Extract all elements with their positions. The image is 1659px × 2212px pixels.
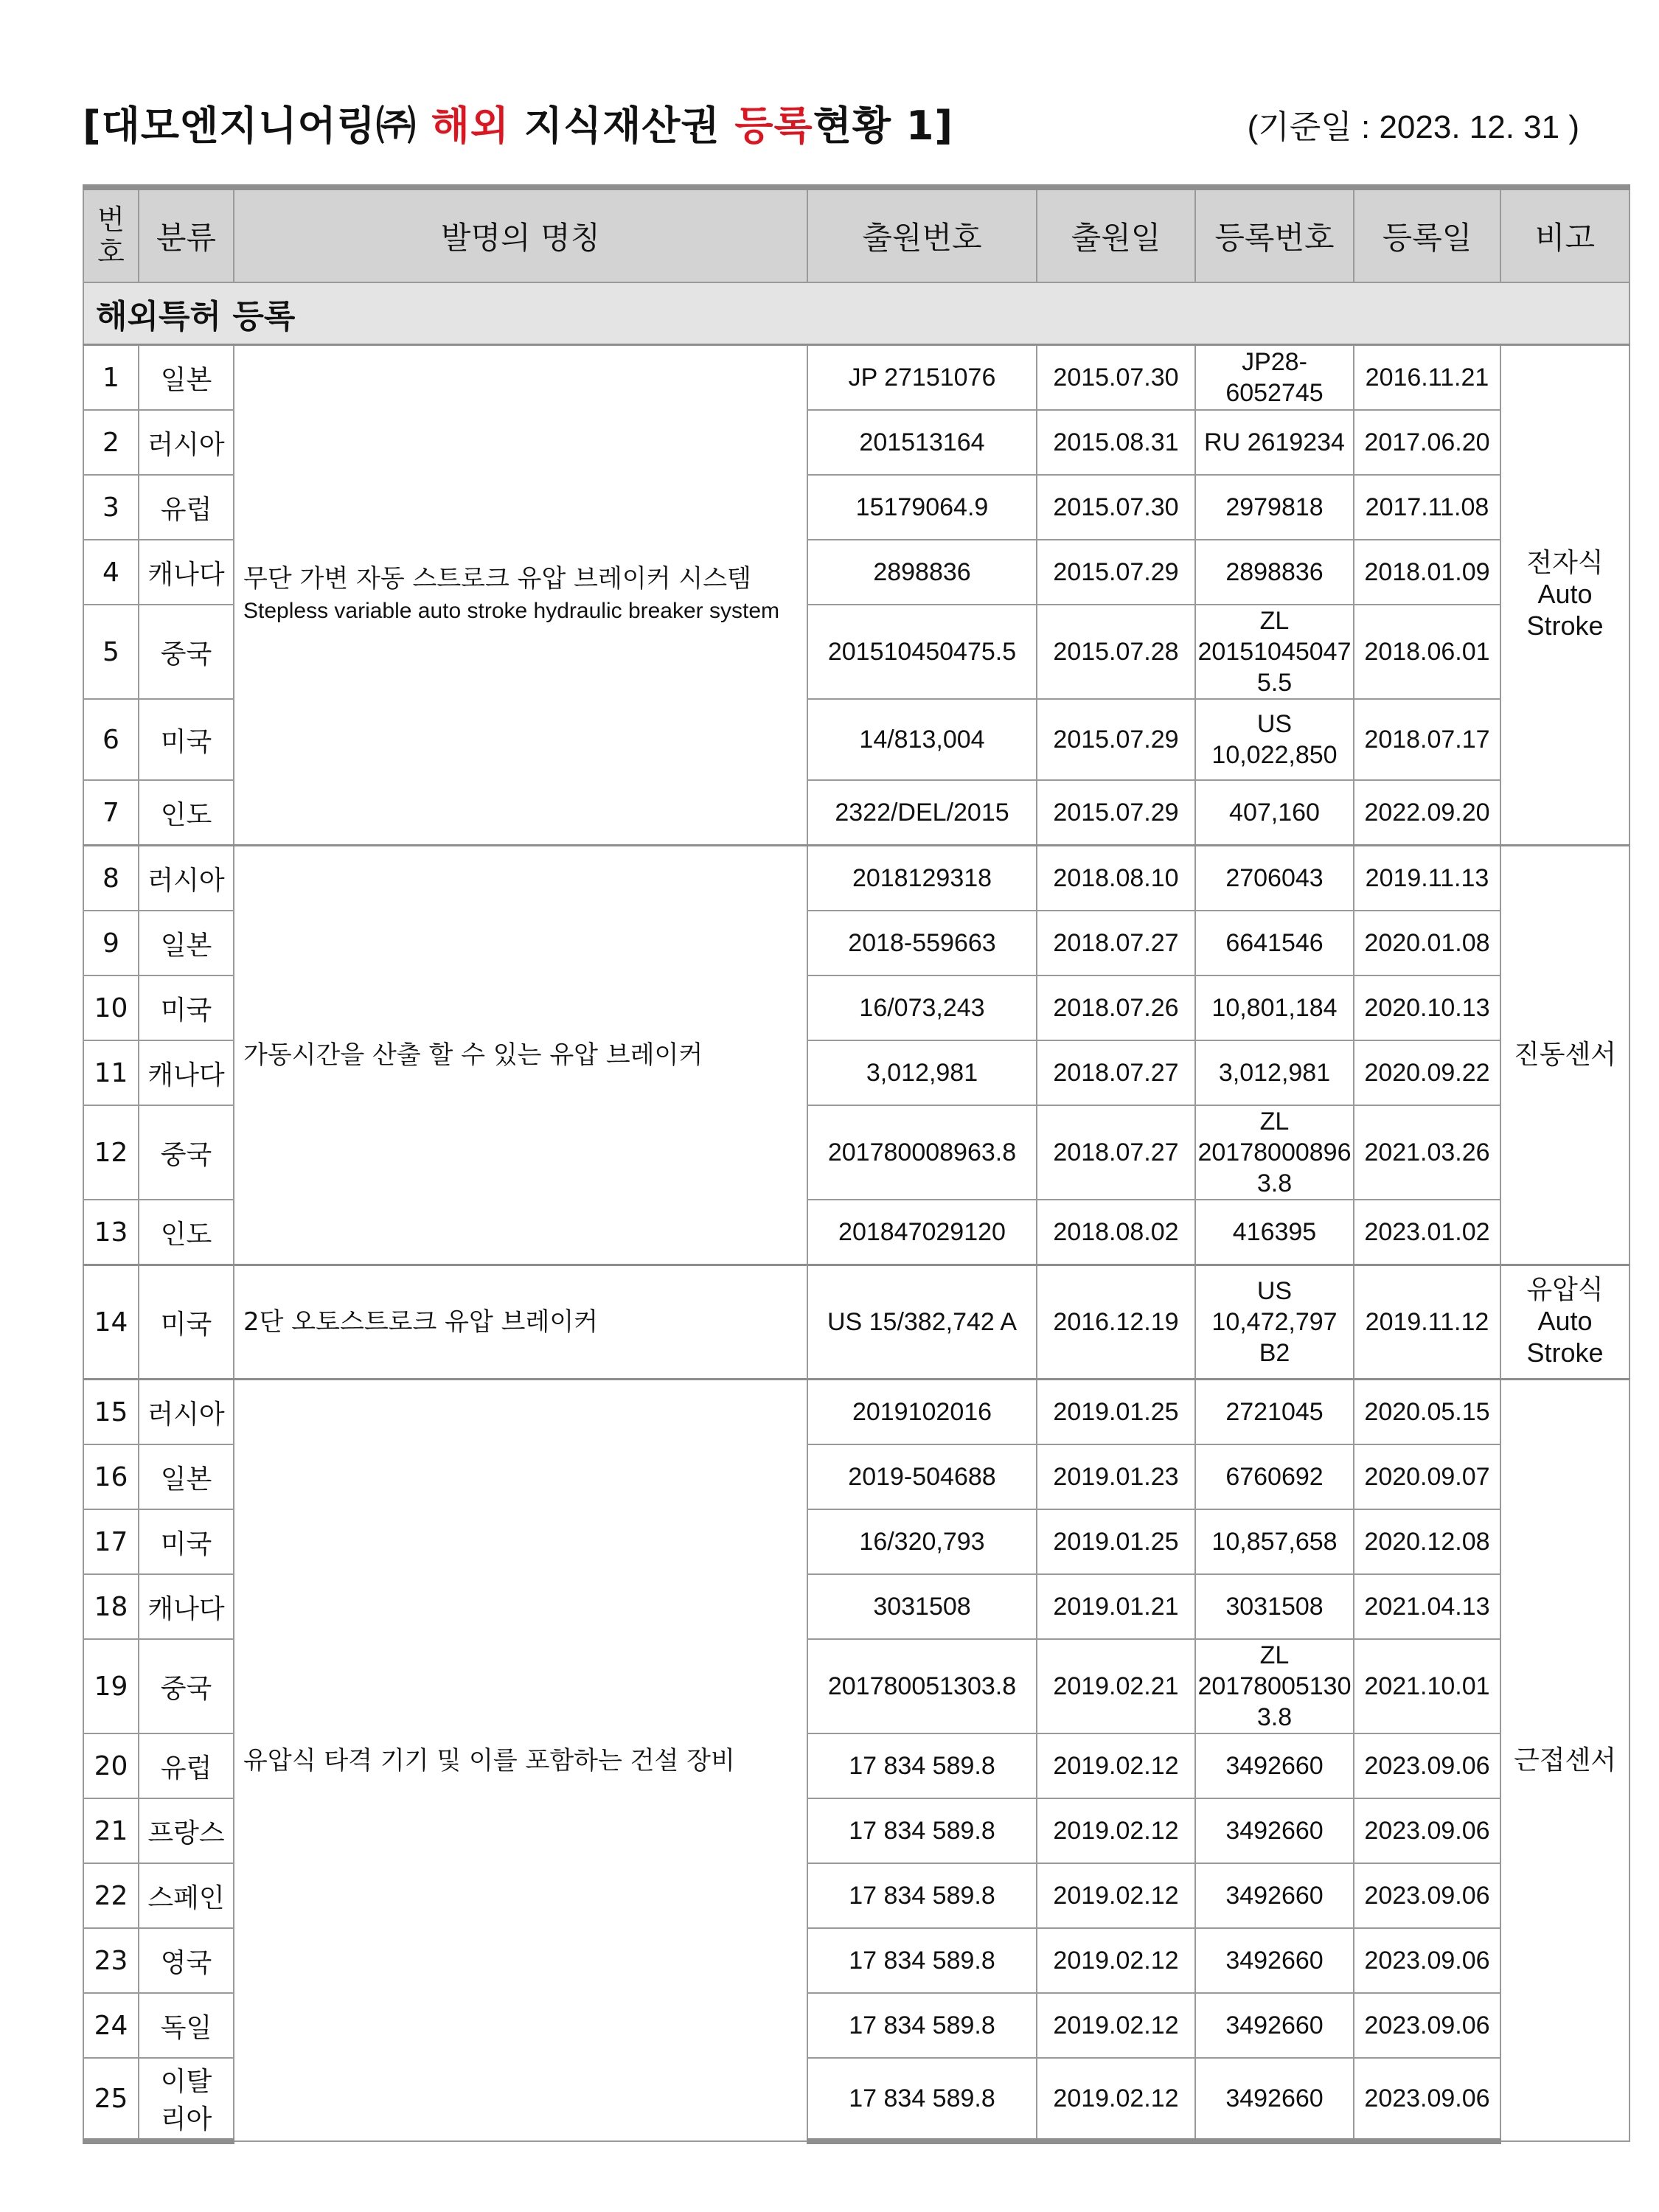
application-number: 17 834 589.8 [807,1993,1037,2058]
application-number: 201510450475.5 [807,605,1037,699]
registration-date: 2023.09.06 [1354,2058,1500,2141]
remarks: 전자식 Auto Stroke [1500,345,1630,846]
registration-date: 2021.10.01 [1354,1639,1500,1733]
registration-date: 2020.12.08 [1354,1509,1500,1574]
table-header-row [83,187,1630,282]
application-number: 16/320,793 [807,1509,1037,1574]
country: 캐나다 [139,1574,234,1639]
invention-name [234,846,807,1265]
application-number: 17 834 589.8 [807,1798,1037,1863]
application-date: 2018.08.02 [1037,1200,1195,1265]
header-remarks: 비고 [1500,187,1630,282]
header-application-number: 출원번호 [807,187,1037,282]
registration-date: 2017.06.20 [1354,410,1500,475]
registration-number: 2979818 [1195,475,1354,540]
application-date: 2019.02.12 [1037,1733,1195,1798]
row-number: 22 [83,1863,139,1928]
application-date: 2015.07.30 [1037,345,1195,411]
application-date: 2018.07.26 [1037,975,1195,1040]
registration-date: 2022.09.20 [1354,780,1500,846]
application-number: 2898836 [807,540,1037,605]
row-number: 18 [83,1574,139,1639]
row-number: 5 [83,605,139,699]
application-date: 2015.07.29 [1037,780,1195,846]
section-row [83,282,1630,345]
application-number: 201780051303.8 [807,1639,1037,1733]
country: 캐나다 [139,540,234,605]
row-number: 20 [83,1733,139,1798]
invention-name-korean: 2단 오토스트로크 유압 브레이커 [243,1307,599,1337]
registration-date: 2023.09.06 [1354,1798,1500,1863]
application-date: 2019.02.12 [1037,2058,1195,2141]
invention-name-english: Stepless variable auto stroke hydraulic breaker system [243,599,780,623]
country: 일본 [139,911,234,975]
registration-number: ZL 20178005130 3.8 [1195,1639,1354,1733]
row-number: 4 [83,540,139,605]
base-date: (기준일 : 2023. 12. 31 ) [1247,109,1579,145]
application-date: 2015.08.31 [1037,410,1195,475]
country: 일본 [139,1444,234,1509]
registration-number: 6760692 [1195,1444,1354,1509]
application-number: 201780008963.8 [807,1105,1037,1200]
row-number: 1 [83,345,139,411]
registration-date: 2019.11.13 [1354,846,1500,911]
application-date: 2018.07.27 [1037,911,1195,975]
application-date: 2015.07.29 [1037,540,1195,605]
row-number: 2 [83,410,139,475]
country: 러시아 [139,410,234,475]
registration-date: 2019.11.12 [1354,1265,1500,1380]
table-row [83,345,1630,411]
title-part3: 지식재산권 [509,102,735,149]
country: 독일 [139,1993,234,2058]
registration-number: 3492660 [1195,1733,1354,1798]
patent-registration-table [83,184,1630,2144]
application-date: 2019.02.12 [1037,1863,1195,1928]
title-part1: [대모엔지니어링㈜ [83,102,431,149]
invention-name [234,1265,807,1380]
invention-name-korean: 무단 가변 자동 스트로크 유압 브레이커 시스템 [243,564,751,594]
country: 미국 [139,1265,234,1380]
application-number: 2019-504688 [807,1444,1037,1509]
invention-name-korean: 가동시간을 산출 할 수 있는 유압 브레이커 [243,1040,703,1070]
application-number: 17 834 589.8 [807,1928,1037,1993]
application-number: 2018129318 [807,846,1037,911]
title-overseas: 해외 [431,102,509,149]
registration-number: 3492660 [1195,1863,1354,1928]
registration-date: 2017.11.08 [1354,475,1500,540]
invention-name [234,1380,807,2142]
application-number: JP 27151076 [807,345,1037,411]
header-category: 분류 [139,187,234,282]
registration-number: 2706043 [1195,846,1354,911]
header-application-date: 출원일 [1037,187,1195,282]
row-number: 24 [83,1993,139,2058]
registration-date: 2020.05.15 [1354,1380,1500,1445]
application-date: 2019.01.23 [1037,1444,1195,1509]
application-date: 2018.07.27 [1037,1105,1195,1200]
application-date: 2019.02.12 [1037,1928,1195,1993]
application-number: 14/813,004 [807,699,1037,780]
country: 이탈 리아 [139,2058,234,2141]
registration-number: RU 2619234 [1195,410,1354,475]
country: 중국 [139,605,234,699]
row-number: 7 [83,780,139,846]
registration-date: 2020.01.08 [1354,911,1500,975]
application-number: 3031508 [807,1574,1037,1639]
registration-number: 3,012,981 [1195,1040,1354,1105]
application-number: 201847029120 [807,1200,1037,1265]
row-number: 19 [83,1639,139,1733]
registration-number: 10,857,658 [1195,1509,1354,1574]
registration-number: 3492660 [1195,2058,1354,2141]
registration-number: 10,801,184 [1195,975,1354,1040]
header-registration-number: 등록번호 [1195,187,1354,282]
application-date: 2019.01.21 [1037,1574,1195,1639]
title-part5: 현황 1] [813,102,954,149]
application-date: 2019.02.12 [1037,1993,1195,2058]
invention-name-korean: 유압식 타격 기기 및 이를 포함하는 건설 장비 [243,1745,735,1775]
registration-number: 3031508 [1195,1574,1354,1639]
row-number: 17 [83,1509,139,1574]
row-number: 15 [83,1380,139,1445]
row-number: 10 [83,975,139,1040]
registration-number: 3492660 [1195,1928,1354,1993]
application-number: 2018-559663 [807,911,1037,975]
country: 미국 [139,699,234,780]
row-number: 9 [83,911,139,975]
registration-date: 2023.09.06 [1354,1928,1500,1993]
application-number: 201513164 [807,410,1037,475]
row-number: 14 [83,1265,139,1380]
country: 캐나다 [139,1040,234,1105]
registration-number: 3492660 [1195,1798,1354,1863]
application-number: 17 834 589.8 [807,1863,1037,1928]
registration-date: 2021.03.26 [1354,1105,1500,1200]
application-date: 2019.01.25 [1037,1509,1195,1574]
application-date: 2015.07.30 [1037,475,1195,540]
registration-number: 2721045 [1195,1380,1354,1445]
application-date: 2019.02.21 [1037,1639,1195,1733]
registration-date: 2018.01.09 [1354,540,1500,605]
registration-date: 2020.09.22 [1354,1040,1500,1105]
section-title: 해외특허 등록 [83,282,1630,345]
country: 프랑스 [139,1798,234,1863]
row-number: 21 [83,1798,139,1863]
country: 영국 [139,1928,234,1993]
row-number: 8 [83,846,139,911]
table-row [83,1380,1630,1445]
row-number: 13 [83,1200,139,1265]
header-invention-name: 발명의 명칭 [234,187,807,282]
country: 인도 [139,780,234,846]
registration-date: 2023.09.06 [1354,1733,1500,1798]
country: 유럽 [139,475,234,540]
country: 러시아 [139,1380,234,1445]
country: 미국 [139,1509,234,1574]
application-number: 2019102016 [807,1380,1037,1445]
page-title [83,94,953,151]
country: 미국 [139,975,234,1040]
country: 일본 [139,345,234,411]
registration-number: 407,160 [1195,780,1354,846]
registration-number: 6641546 [1195,911,1354,975]
header-no: 번 호 [83,187,139,282]
title-registration: 등록 [734,102,813,149]
table-row [83,846,1630,911]
registration-number: 416395 [1195,1200,1354,1265]
registration-number: ZL 20178000896 3.8 [1195,1105,1354,1200]
header-registration-date: 등록일 [1354,187,1500,282]
application-number: US 15/382,742 A [807,1265,1037,1380]
registration-number: JP28-6052745 [1195,345,1354,411]
row-number: 16 [83,1444,139,1509]
application-date: 2016.12.19 [1037,1265,1195,1380]
registration-number: ZL 20151045047 5.5 [1195,605,1354,699]
country: 유럽 [139,1733,234,1798]
application-date: 2018.07.27 [1037,1040,1195,1105]
invention-name [234,345,807,846]
application-date: 2019.01.25 [1037,1380,1195,1445]
application-date: 2015.07.28 [1037,605,1195,699]
registration-date: 2016.11.21 [1354,345,1500,411]
application-date: 2019.02.12 [1037,1798,1195,1863]
table-row [83,1265,1630,1380]
registration-date: 2023.09.06 [1354,1993,1500,2058]
country: 스페인 [139,1863,234,1928]
registration-number: US 10,022,850 [1195,699,1354,780]
application-date: 2018.08.10 [1037,846,1195,911]
application-number: 17 834 589.8 [807,2058,1037,2141]
registration-date: 2020.09.07 [1354,1444,1500,1509]
remarks: 진동센서 [1500,846,1630,1265]
row-number: 25 [83,2058,139,2141]
remarks: 근접센서 [1500,1380,1630,2142]
application-number: 2322/DEL/2015 [807,780,1037,846]
country: 인도 [139,1200,234,1265]
row-number: 23 [83,1928,139,1993]
registration-date: 2020.10.13 [1354,975,1500,1040]
registration-date: 2021.04.13 [1354,1574,1500,1639]
row-number: 6 [83,699,139,780]
row-number: 11 [83,1040,139,1105]
country: 러시아 [139,846,234,911]
country: 중국 [139,1105,234,1200]
registration-date: 2023.09.06 [1354,1863,1500,1928]
registration-date: 2018.06.01 [1354,605,1500,699]
application-number: 16/073,243 [807,975,1037,1040]
application-number: 3,012,981 [807,1040,1037,1105]
application-number: 15179064.9 [807,475,1037,540]
application-date: 2015.07.29 [1037,699,1195,780]
remarks: 유압식 Auto Stroke [1500,1265,1630,1380]
registration-date: 2018.07.17 [1354,699,1500,780]
country: 중국 [139,1639,234,1733]
registration-number: 3492660 [1195,1993,1354,2058]
row-number: 3 [83,475,139,540]
registration-number: 2898836 [1195,540,1354,605]
registration-number: US 10,472,797 B2 [1195,1265,1354,1380]
application-number: 17 834 589.8 [807,1733,1037,1798]
row-number: 12 [83,1105,139,1200]
registration-date: 2023.01.02 [1354,1200,1500,1265]
